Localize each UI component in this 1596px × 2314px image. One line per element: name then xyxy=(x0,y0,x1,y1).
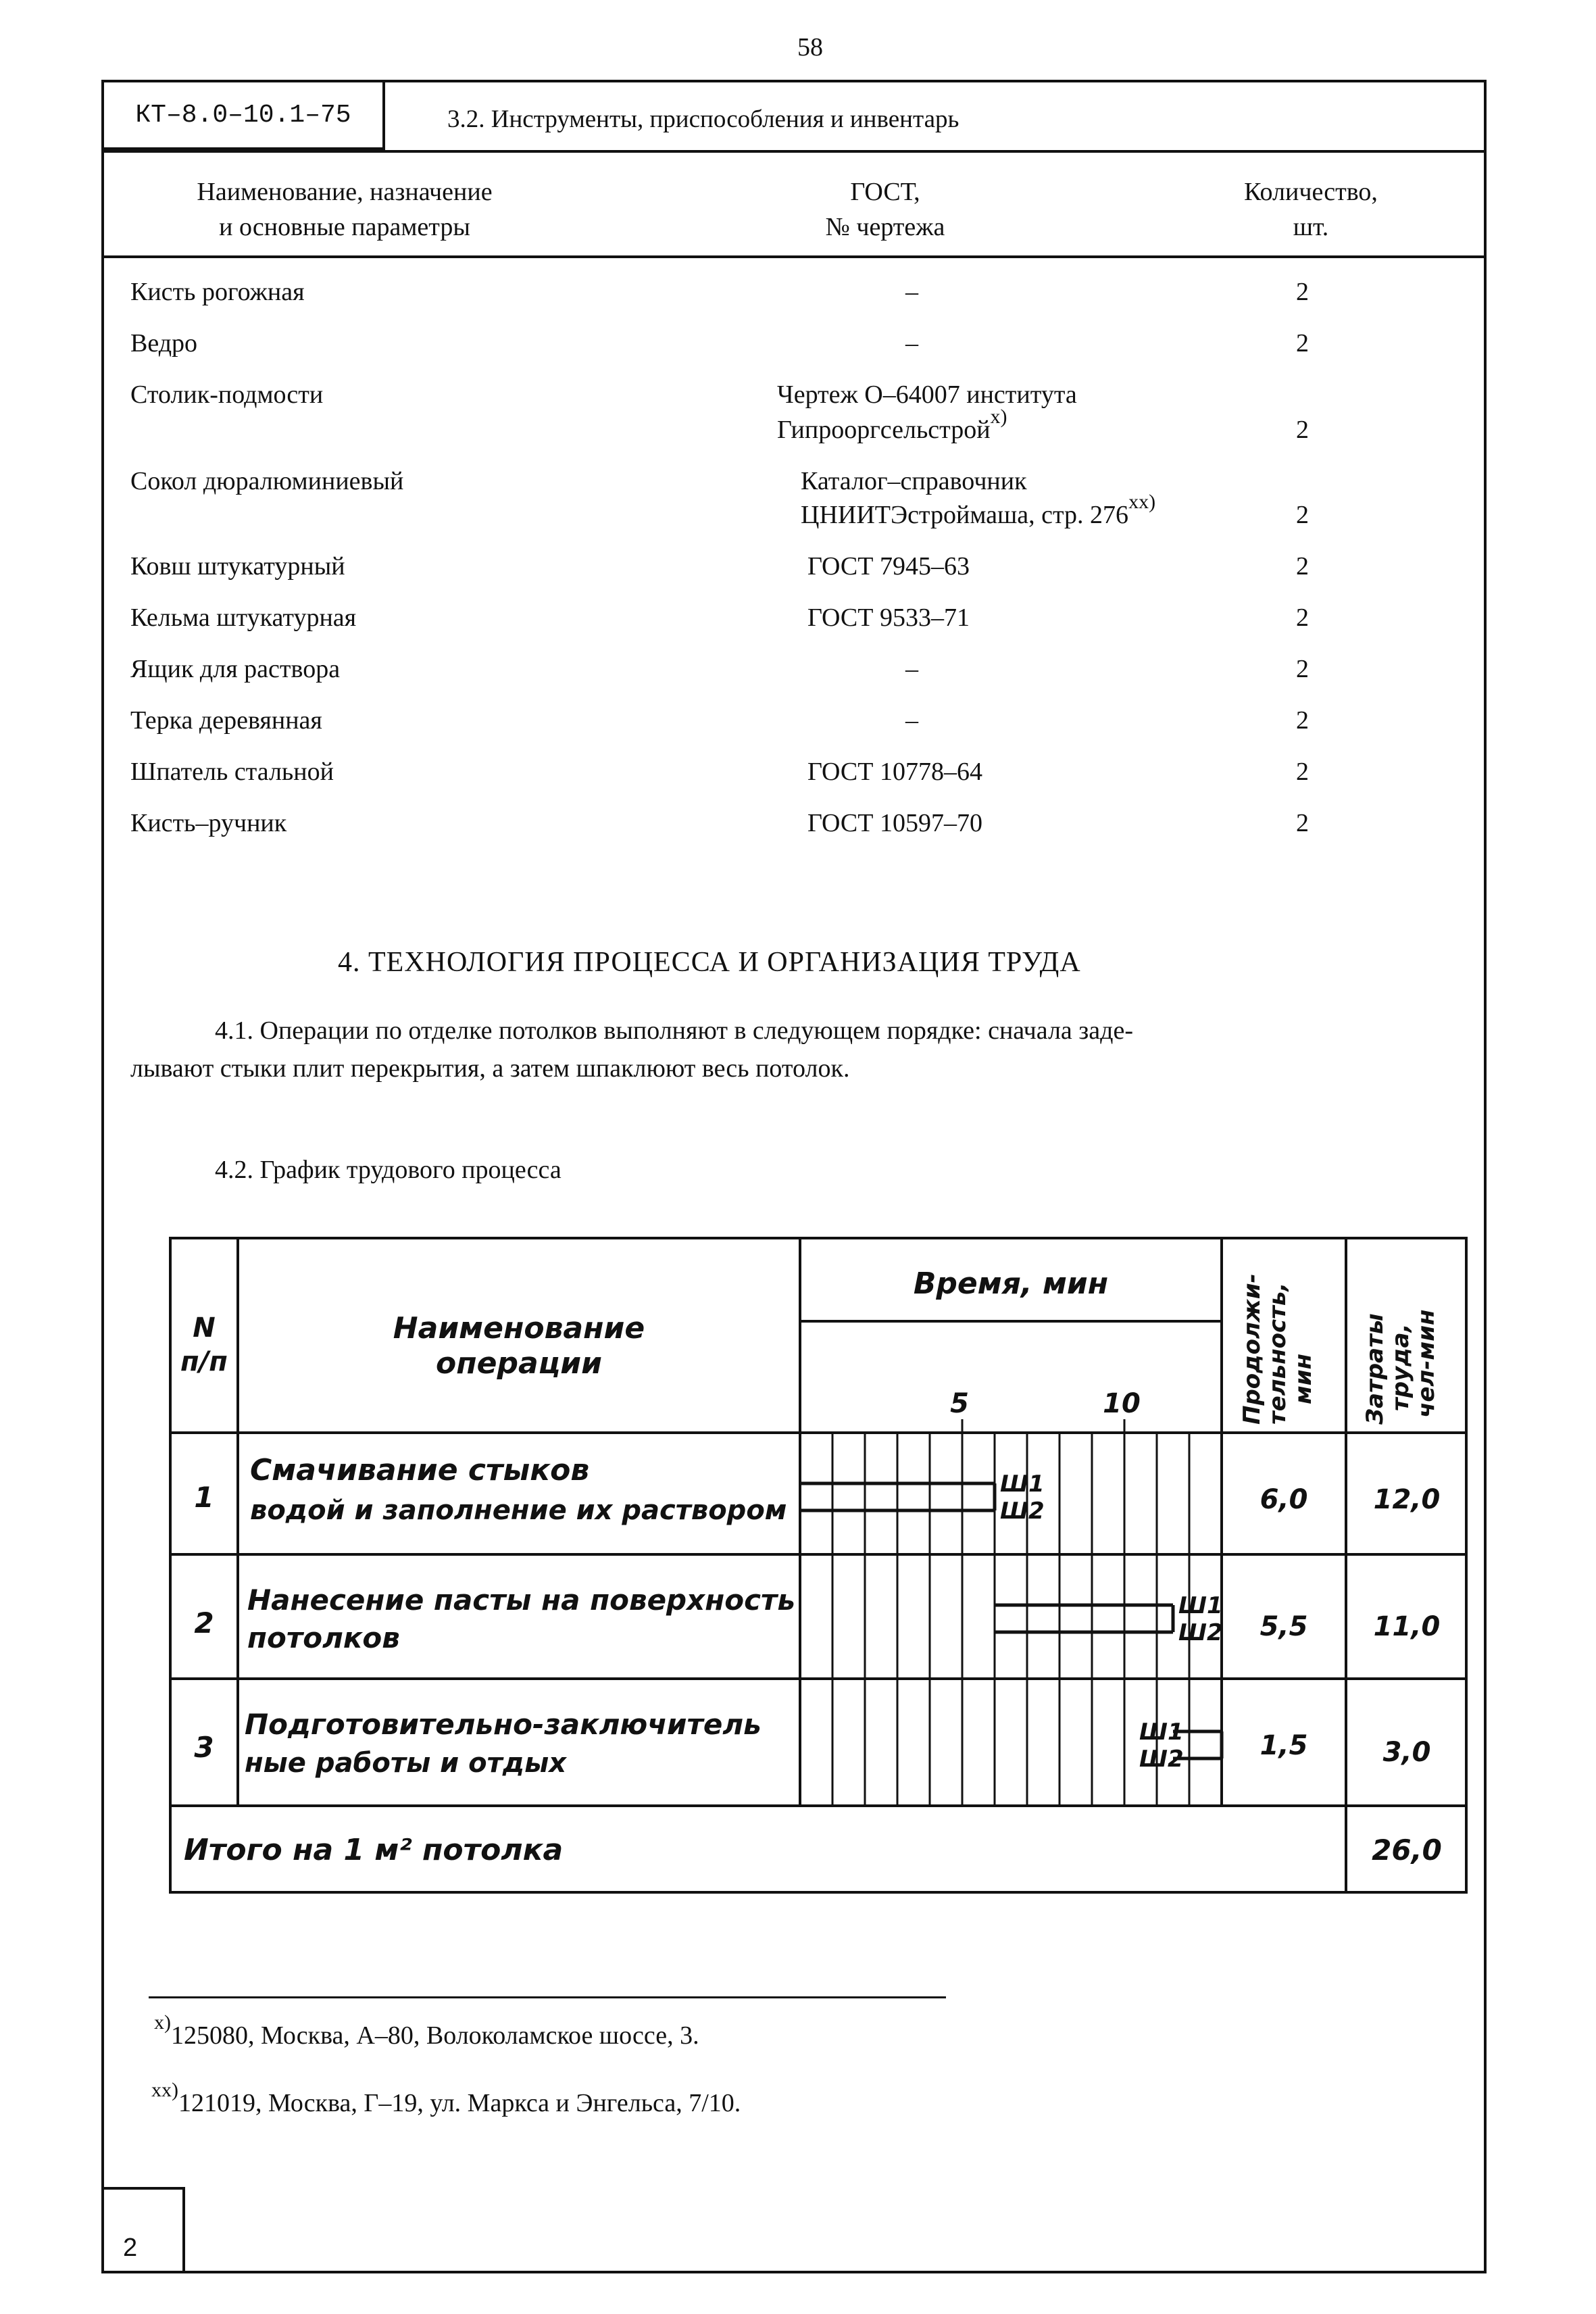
schedule-header-time: Время, мин xyxy=(913,1266,1109,1301)
section-title: 3.2. Инструменты, приспособления и инвентарь xyxy=(447,105,959,133)
tool-qty: 2 xyxy=(1296,278,1309,306)
tool-name: Шпатель стальной xyxy=(130,758,334,786)
tool-name: Ковш штукатурный xyxy=(130,552,345,581)
tool-name: Кисть рогожная xyxy=(130,278,305,306)
footnote-mark: xx) xyxy=(151,2079,178,2101)
operation-duration: 5,5 xyxy=(1260,1611,1308,1642)
tool-gost: ГОСТ 10597–70 xyxy=(807,809,982,837)
tool-qty: 2 xyxy=(1296,758,1309,786)
tools-header-gost: ГОСТ, № чертежа xyxy=(825,178,945,241)
operation-duration: 1,5 xyxy=(1260,1730,1308,1761)
tool-name: Кельма штукатурная xyxy=(130,604,357,632)
worker-label: Ш1 xyxy=(1178,1592,1223,1619)
tool-qty: 2 xyxy=(1296,416,1309,444)
paragraph-4-1: 4.1. Операции по отделке потолков выполняют в следующем порядке: сначала заде- xyxy=(215,1016,1134,1045)
tools-header-divider xyxy=(101,255,1487,258)
tool-name: Терка деревянная xyxy=(130,706,322,735)
tool-name: Ящик для раствора xyxy=(130,655,341,683)
operation-num: 2 xyxy=(194,1606,214,1640)
schedule-header-num: п/п xyxy=(180,1346,228,1377)
tool-gost: Каталог–справочник xyxy=(801,467,1027,495)
operation-labor: 3,0 xyxy=(1382,1737,1431,1768)
footnote-1 xyxy=(154,2011,699,2050)
tool-qty: 2 xyxy=(1296,604,1309,632)
corner-page-number: 2 xyxy=(101,2187,185,2273)
worker-label: Ш1 xyxy=(1000,1471,1045,1498)
tool-gost: ГОСТ 7945–63 xyxy=(807,552,970,581)
operation-labor: 11,0 xyxy=(1373,1611,1441,1642)
operation-num: 1 xyxy=(194,1481,214,1514)
worker-label: Ш2 xyxy=(1178,1619,1223,1646)
schedule-header-duration: тельность, xyxy=(1264,1282,1291,1425)
operation-duration: 6,0 xyxy=(1260,1484,1308,1515)
tool-gost: – xyxy=(905,329,918,358)
tools-header-qty: Количество, шт. xyxy=(1244,178,1378,241)
schedule-header-labor: чел-мин xyxy=(1413,1309,1440,1418)
tool-gost: – xyxy=(905,278,918,306)
tools-header-name: Наименование, назначение и основные параметры xyxy=(197,178,493,241)
footnote-mark: x) xyxy=(154,2011,171,2034)
tool-qty: 2 xyxy=(1296,552,1309,581)
paragraph-4-1-cont: лывают стыки плит перекрытия, а затем шпаклюют весь потолок. xyxy=(130,1054,850,1083)
footnote-2 xyxy=(151,2079,741,2118)
tool-gost: ГОСТ 9533–71 xyxy=(807,604,970,632)
document-code: КТ–8.0–10.1–75 xyxy=(101,80,385,150)
tool-gost: – xyxy=(905,655,918,683)
tool-gost: – xyxy=(905,706,918,735)
tool-gost: ЦНИИТЭстроймаша, стр. 276$^{xx)}$ xyxy=(801,491,1156,529)
worker-label: Ш2 xyxy=(1139,1746,1184,1773)
operation-name: Нанесение пасты на поверхность xyxy=(247,1583,795,1617)
worker-label: Ш1 xyxy=(1139,1719,1184,1746)
schedule-header-duration: Продолжи- xyxy=(1239,1273,1266,1425)
footnote-divider xyxy=(149,1996,946,1998)
tool-name: Ведро xyxy=(130,329,198,358)
operation-name: ные работы и отдых xyxy=(245,1748,567,1779)
schedule-header-name: Наименование xyxy=(393,1311,645,1346)
operation-labor: 12,0 xyxy=(1373,1484,1441,1515)
section-heading: 4. ТЕХНОЛОГИЯ ПРОЦЕССА И ОРГАНИЗАЦИЯ ТРУДА xyxy=(338,947,1081,978)
operation-name: водой и заполнение их раствором xyxy=(250,1495,787,1526)
schedule-header-labor: труда, xyxy=(1387,1323,1414,1411)
tool-qty: 2 xyxy=(1296,809,1309,837)
operation-num: 3 xyxy=(194,1731,214,1764)
schedule-header-name: операции xyxy=(436,1346,602,1381)
total-value: 26,0 xyxy=(1372,1833,1442,1867)
worker-label: Ш2 xyxy=(1000,1498,1045,1525)
tool-qty: 2 xyxy=(1296,706,1309,735)
operation-name: Смачивание стыков xyxy=(250,1453,590,1487)
tool-qty: 2 xyxy=(1296,655,1309,683)
page-number: 58 xyxy=(797,33,823,61)
schedule-header-duration: мин xyxy=(1290,1353,1317,1404)
tool-name: Сокол дюралюминиевый xyxy=(130,467,404,495)
tool-gost: ГОСТ 10778–64 xyxy=(807,758,982,786)
operation-name: потолков xyxy=(247,1621,400,1654)
schedule-header-labor: Затраты xyxy=(1362,1313,1389,1425)
footnote-text: 121019, Москва, Г–19, ул. Маркса и Энгельса, 7/10. xyxy=(178,2089,741,2117)
tool-name: Кисть–ручник xyxy=(130,809,287,837)
schedule-header-num: N xyxy=(193,1312,216,1344)
time-tick-10: 10 xyxy=(1103,1388,1141,1419)
time-tick-5: 5 xyxy=(950,1388,969,1419)
header-divider xyxy=(101,150,1487,153)
tool-gost: Чертеж О–64007 института xyxy=(777,380,1077,409)
total-label: Итого на 1 м² потолка xyxy=(184,1833,564,1867)
tool-qty: 2 xyxy=(1296,501,1309,529)
tool-name: Столик-подмости xyxy=(130,380,324,409)
footnote-text: 125080, Москва, А–80, Волоколамское шоссе, 3. xyxy=(171,2021,699,2050)
tool-qty: 2 xyxy=(1296,329,1309,358)
tool-gost: Гипрооргсельстрой$^{x)}$ xyxy=(777,405,1007,444)
operation-name: Подготовительно-заключитель xyxy=(245,1708,762,1741)
paragraph-4-2: 4.2. График трудового процесса xyxy=(215,1156,562,1184)
labor-schedule-table xyxy=(162,1230,1470,1899)
